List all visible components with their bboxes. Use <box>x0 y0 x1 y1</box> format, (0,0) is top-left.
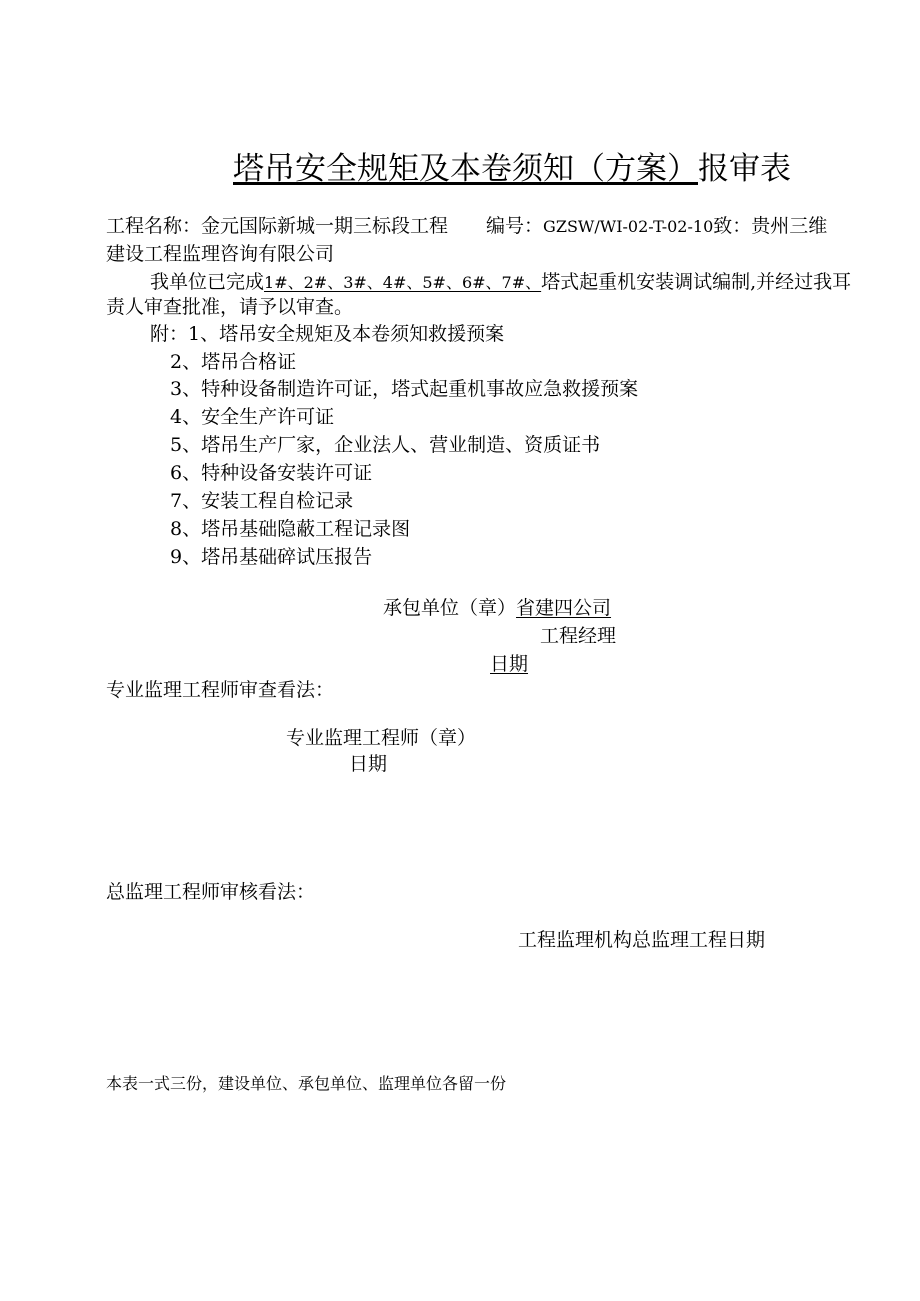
attachment-item-1: 1、塔吊安全规矩及本卷须知救援预案 <box>188 323 505 345</box>
chief-signer-label: 工程监理机构总监理工程日期 <box>518 929 766 951</box>
form-title-rest: 报审表 <box>698 151 791 187</box>
attachment-item-7: 7、安装工程自检记录 <box>170 490 354 512</box>
contractor-unit-name: 省建四公司 <box>516 597 612 619</box>
intro-line2: 责人审查批准，请予以审查。 <box>106 296 354 318</box>
attachment-label: 附： <box>150 323 189 345</box>
attachment-item-2: 2、塔吊合格证 <box>170 351 297 373</box>
attachment-item-8: 8、塔吊基础隐蔽工程记录图 <box>170 518 411 540</box>
contractor-date-label: 日期 <box>490 653 529 675</box>
attachment-item-9: 9、塔吊基础碎试压报告 <box>170 546 373 568</box>
attachment-item-6: 6、特种设备安装许可证 <box>170 462 373 484</box>
chief-opinion-label: 总监理工程师审核看法： <box>106 881 316 903</box>
specialist-date-label: 日期 <box>349 753 388 775</box>
header-line <box>106 214 827 239</box>
attachment-item-4: 4、安全生产许可证 <box>170 406 335 428</box>
number-value: GZSW/WI-02-T-02-10 <box>543 217 714 236</box>
intro-after: 塔式起重机安装调试编制,并经过我耳 <box>541 271 852 293</box>
intro-before: 我单位已完成 <box>150 271 265 293</box>
contractor-manager-label: 工程经理 <box>540 625 617 647</box>
form-title-underlined: 塔吊安全规矩及本卷须知（方案） <box>233 151 698 187</box>
intro-underlined: 1#、2#、3#、4#、5#、6#、7#、 <box>264 273 542 292</box>
form-title <box>0 150 920 188</box>
to-line1: 贵州三维 <box>751 215 828 237</box>
to-label: 致： <box>713 215 752 237</box>
project-name: 金元国际新城一期三标段工程 <box>201 215 449 237</box>
specialist-signer-label: 专业监理工程师（章） <box>286 727 477 749</box>
contractor-unit <box>383 596 611 620</box>
specialist-opinion-label: 专业监理工程师审查看法： <box>106 679 335 701</box>
attachment-item-3: 3、特种设备制造许可证，塔式起重机事故应急救援预案 <box>170 378 639 400</box>
contractor-unit-label: 承包单位（章） <box>383 597 517 619</box>
intro-line1 <box>150 270 851 295</box>
to-line2: 建设工程监理咨询有限公司 <box>106 243 335 265</box>
project-label: 工程名称： <box>106 215 202 237</box>
number-label: 编号： <box>486 215 544 237</box>
attachment-item-5: 5、塔吊生产厂家，企业法人、营业制造、资质证书 <box>170 434 601 456</box>
footer-note: 本表一式三份，建设单位、承包单位、监理单位各留一份 <box>106 1074 507 1093</box>
